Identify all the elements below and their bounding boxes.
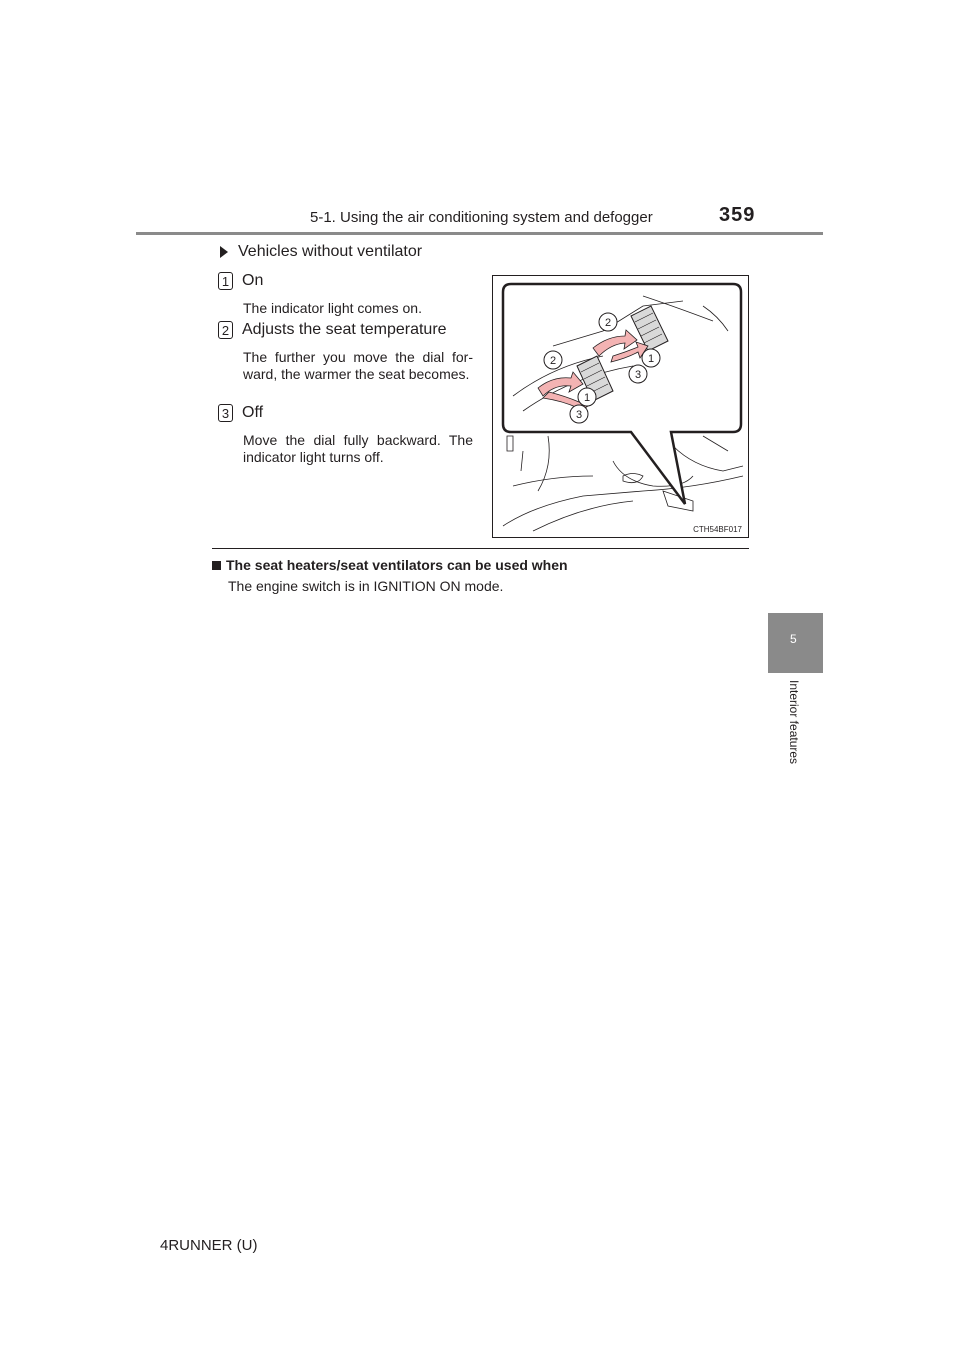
square-bullet-icon [212, 561, 221, 570]
step-description: Move the dial fully backward. The indicator light turns off. [243, 432, 473, 465]
note-heading-text: The seat heaters/seat ventilators can be used when [226, 557, 568, 573]
note-heading [212, 557, 568, 573]
step-title: Off [242, 404, 264, 421]
callout-label: 2 [604, 317, 612, 329]
callout-label: 2 [549, 355, 557, 367]
chapter-label [787, 680, 801, 790]
callout-label: 1 [647, 353, 655, 365]
step-number: 1 [218, 272, 233, 290]
callout-label: 3 [575, 409, 583, 421]
step-number: 2 [218, 321, 233, 339]
step-1 [218, 272, 473, 317]
illustration-drawing [493, 276, 748, 537]
note-text: The engine switch is in IGNITION ON mode. [228, 578, 504, 594]
figure-code: CTH54BF017 [693, 525, 742, 534]
step-2 [218, 321, 473, 383]
step-description: The further you move the dial for- ward, the warmer the seat becomes. [243, 349, 473, 382]
step-number: 3 [218, 404, 233, 422]
subheading-text: Vehicles without ventilator [238, 243, 423, 260]
step-3 [218, 404, 473, 466]
seat-heater-dial-illustration [492, 275, 749, 538]
callout-label: 3 [634, 369, 642, 381]
chapter-label-text: Interior features [787, 680, 801, 765]
step-description: The indicator light comes on. [243, 300, 422, 316]
callout-label: 1 [583, 392, 591, 404]
step-title: On [242, 272, 264, 289]
section-title: 5-1. Using the air conditioning system and defogger [310, 209, 653, 226]
triangle-bullet-icon [220, 246, 228, 258]
chapter-number: 5 [790, 632, 797, 646]
page-number: 359 [719, 204, 756, 226]
model-name: 4RUNNER (U) [160, 1237, 258, 1254]
step-title: Adjusts the seat temperature [242, 321, 447, 338]
header-rule [136, 232, 823, 235]
subheading [220, 243, 422, 261]
note-rule [212, 548, 749, 549]
